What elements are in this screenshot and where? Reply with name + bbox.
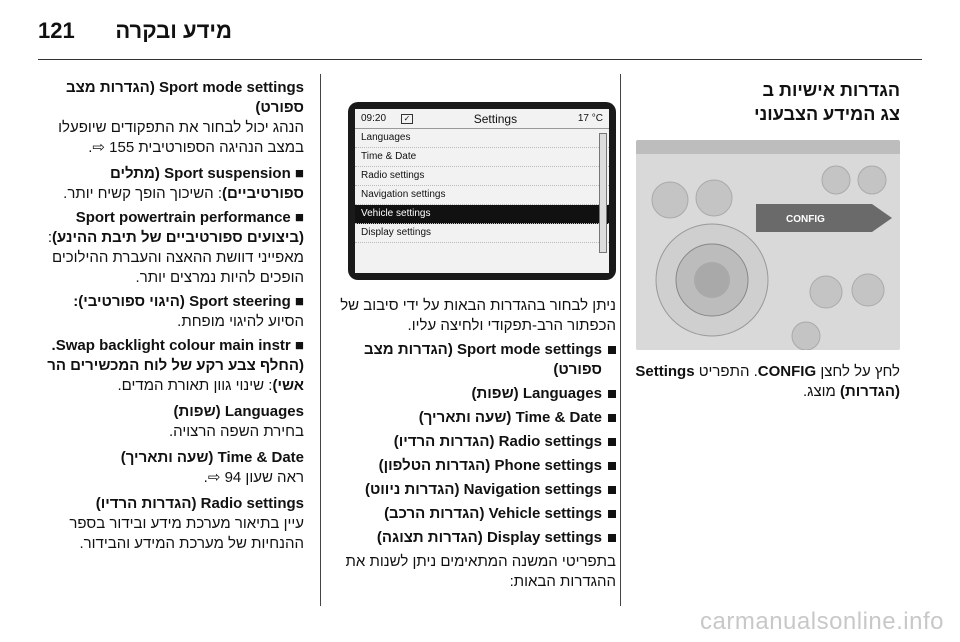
middle-intro: ניתן לבחור בהגדרות הבאות על ידי סיבוב של הכפתור הרב-תפקודי ולחיצה עליו.: [340, 297, 616, 334]
settings-bullet-item: [330, 384, 616, 404]
settings-menu-item[interactable]: [355, 186, 609, 205]
sport-mode-text: הנהג יכול לבחור את התפקודים שיופעלו במצב הנהיגה הספורטיבית 155 ⇨.: [58, 119, 304, 156]
settings-bullet-item: [330, 528, 616, 548]
screen-time: 09:20: [361, 112, 387, 124]
watermark: carmanualsonline.info: [700, 608, 944, 635]
column-divider-left: [320, 74, 321, 606]
section-title-line1: הגדרות אישיות ב: [762, 80, 900, 100]
bullet-sport-powertrain: ■ Sport powertrain performance (ביצועים ספורטיביים של תיבת ההינע): מאפייני דוושת ההאצה והעברת ההילוכים הופכים להיות נמרצים יותר.: [47, 209, 304, 286]
check-icon: ✓: [401, 114, 413, 124]
settings-menu-item[interactable]: [355, 129, 609, 148]
settings-menu-item[interactable]: [355, 224, 609, 243]
middle-outro: בתפריטי המשנה המתאימים ניתן לשנות את ההגדרות הבאות:: [345, 553, 616, 590]
page-header: [38, 10, 922, 60]
sport-mode-title: Sport mode settings (הגדרות מצב ספורט): [66, 79, 304, 116]
bullet-square-icon: [608, 510, 616, 518]
right-column: [628, 78, 900, 402]
page-number: 121: [38, 18, 75, 43]
settings-bullet-item: [330, 504, 616, 524]
screen-title: Settings: [473, 111, 518, 126]
bullet-square-icon: [608, 462, 616, 470]
config-instruction: לחץ על לחצן CONFIG. התפריט Settings (הגדרות) מוצג.: [635, 363, 900, 400]
time-date-title: Time & Date (שעה ותאריך): [120, 449, 304, 466]
languages-title: Languages (שפות): [173, 403, 304, 420]
bullet-backlight-colour: ■ Swap backlight colour main instr. (החלף צבע רקע של לוח המכשירים הר אשי): שינוי גוון תאורת המדים.: [47, 337, 304, 394]
settings-bullet-label: Vehicle settings (הגדרות הרכב): [384, 505, 602, 522]
settings-menu-item-label: Navigation settings: [361, 189, 446, 200]
bullet-square-icon: [608, 534, 616, 542]
bullet-square-icon: [608, 390, 616, 398]
console-photo: [636, 140, 900, 350]
middle-column: [330, 78, 616, 592]
screen-scrollbar: [599, 133, 607, 253]
radio-settings-title: Radio settings (הגדרות הרדיו): [95, 495, 304, 512]
left-column: [38, 78, 304, 554]
settings-menu-item-label: Vehicle settings: [361, 208, 431, 219]
settings-bullet-item: [330, 340, 616, 380]
console-illustration: [636, 140, 900, 350]
bullet-square-icon: [608, 346, 616, 354]
settings-bullet-label: Navigation settings (הגדרות ניווט): [364, 481, 602, 498]
bullet-square-icon: [608, 438, 616, 446]
settings-menu-item-label: Radio settings: [361, 170, 425, 181]
settings-bullet-item: [330, 456, 616, 476]
bullet-sport-steering: ■ Sport steering (היגוי ספורטיבי): הסיוע להיגוי מופחת.: [73, 293, 304, 330]
languages-text: בחירת השפה הרצויה.: [169, 423, 304, 440]
settings-bullet-label: Time & Date (שעה ותאריך): [418, 409, 602, 426]
settings-menu-item[interactable]: [355, 205, 609, 224]
section-title-line2: צג המידע הצבעוני: [754, 104, 900, 124]
chapter-title: מידע ובקרה: [115, 18, 232, 43]
settings-menu-item-label: Display settings: [361, 227, 432, 238]
screen-temperature: 17 °C: [577, 112, 603, 124]
time-date-text: ראה שעון 94 ⇨.: [203, 469, 304, 486]
settings-bullet-label: Sport mode settings (הגדרות מצב ספורט): [364, 341, 602, 378]
radio-settings-text: עיין בתיאור מערכת מידע ובידור בספר ההנחיות של מערכת המידע והבידור.: [69, 515, 304, 552]
bullet-sport-suspension: ■ Sport suspension (מתלים ספורטיביים): השיכוך הופך קשיח יותר.: [63, 165, 304, 202]
settings-screen: [348, 102, 616, 280]
bullet-square-icon: [608, 486, 616, 494]
settings-bullet-item: [330, 408, 616, 428]
settings-bullet-item: [330, 432, 616, 452]
settings-screen-display: [355, 109, 609, 273]
settings-bullet-label: Phone settings (הגדרות הטלפון): [378, 457, 602, 474]
settings-bullet-label: Display settings (הגדרות תצוגה): [376, 529, 602, 546]
settings-menu-item[interactable]: [355, 167, 609, 186]
config-button-label: CONFIG: [786, 214, 825, 225]
settings-bullet-item: [330, 480, 616, 500]
settings-bullet-label: Radio settings (הגדרות הרדיו): [393, 433, 602, 450]
settings-menu-item[interactable]: [355, 148, 609, 167]
settings-bullet-label: Languages (שפות): [471, 385, 602, 402]
settings-menu-list: [355, 129, 609, 243]
bullet-square-icon: [608, 414, 616, 422]
settings-menu-item-label: Time & Date: [361, 151, 417, 162]
settings-menu-item-label: Languages: [361, 132, 411, 143]
screen-status-bar: [355, 109, 609, 129]
settings-bullet-list: [330, 340, 616, 548]
column-divider-right: [620, 74, 621, 606]
